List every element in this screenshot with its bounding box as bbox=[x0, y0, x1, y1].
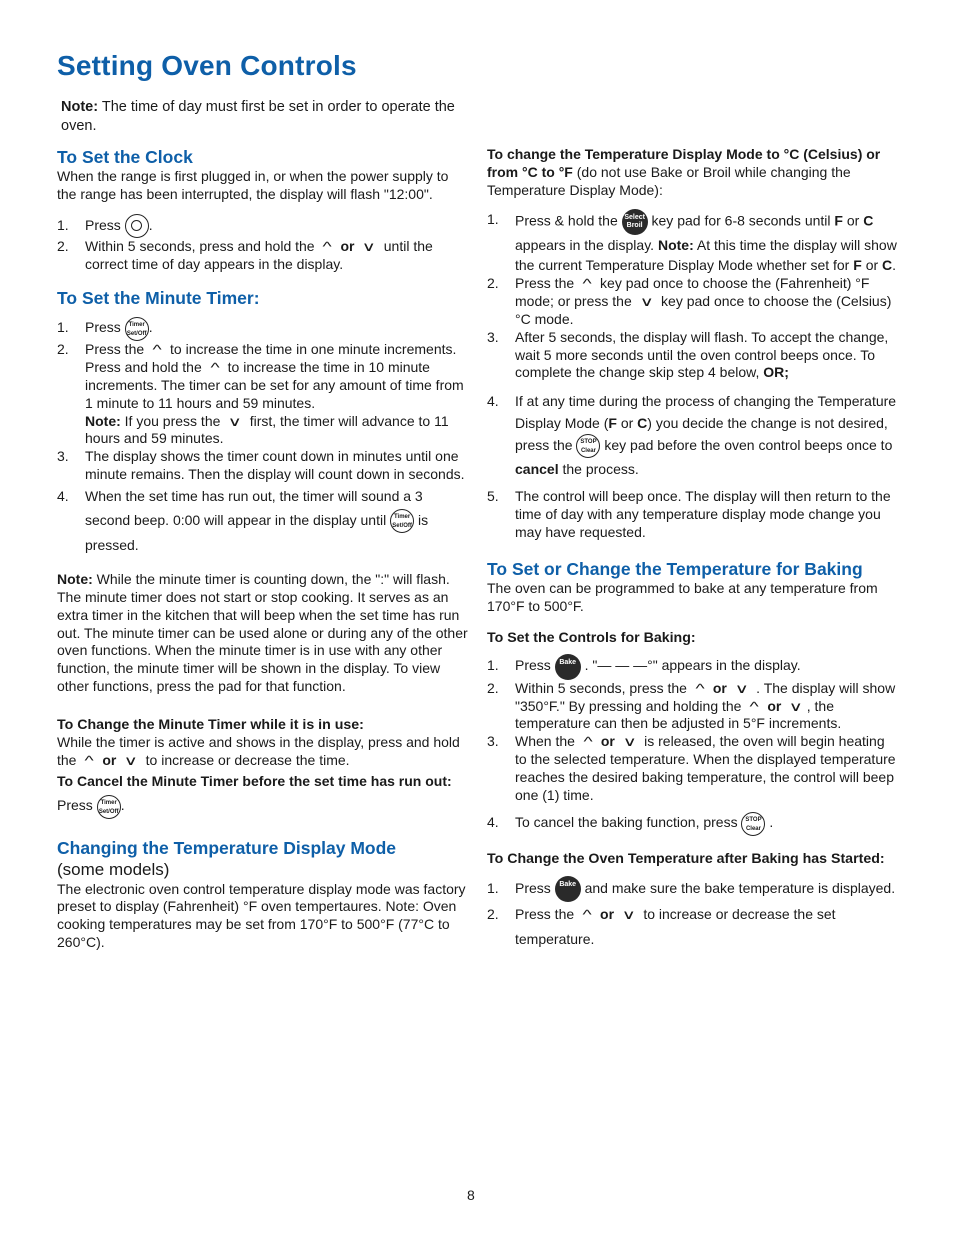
list-item: 2. Press the ^ to increase the time in one minute increments. Press and hold the ^ to increase the time in 10 minute increments. The timer can be set for any amount of time from 1 minute to 11 hours and 59 minutes. Note: If you press the ∨ first, the timer will advance to 11 hours and 59 minutes. bbox=[57, 341, 464, 447]
list-item: 1. Press Timer Set/Off . bbox=[57, 313, 469, 341]
timer-key-icon: Timer Set/Off bbox=[97, 795, 121, 819]
list-item: 4. If at any time during the process of changing the Temperature Display Mode (F or C) you decide the change is not desired, press the STOP Clear key pad before the oven control beeps once to cancel the process. bbox=[487, 393, 897, 478]
change-mode-steps bbox=[487, 209, 897, 541]
minute-timer-note: Note: While the minute timer is counting down, the ":" will flash. The minute timer does not start or stop cooking. It serves as an extra timer in the kitchen that will beep when the set time has run out. The minute timer can be used alone or during any of the other oven functions. When the minute timer is in use with any other function, the minute timer will be shown in the display. To view other functions, press the pad for that function. bbox=[57, 571, 468, 694]
page-number: 8 bbox=[467, 1187, 475, 1203]
up-arrow-icon: ^ bbox=[210, 360, 220, 376]
down-arrow-icon: ∨ bbox=[361, 238, 377, 254]
display-mode-heading: Changing the Temperature Display Mode (some models) bbox=[57, 837, 397, 879]
select-broil-key-icon: Select Broil bbox=[622, 209, 648, 235]
clock-intro: When the range is first plugged in, or when the power supply to the range has been interrupted, the display will flash "12:00". bbox=[57, 168, 449, 202]
list-item: 5. The control will beep once. The display will then return to the time of day with any temperature display mode change you may have requested. bbox=[487, 488, 891, 541]
stop-clear-key-icon: STOP Clear bbox=[576, 434, 600, 458]
minute-timer-steps bbox=[57, 313, 469, 557]
list-item: 1. Press Bake . "— — —°" appears in the display. bbox=[487, 653, 897, 679]
down-arrow-icon: ∨ bbox=[622, 734, 637, 750]
right-column bbox=[487, 146, 897, 951]
minute-timer-heading: To Set the Minute Timer: bbox=[57, 288, 260, 309]
list-item: 1. Press Bake and make sure the bake temperature is displayed. bbox=[487, 876, 897, 902]
list-item: 3. The display shows the timer count down in minutes until one minute remains. Then the display will count down in seconds. bbox=[57, 448, 465, 483]
clock-heading: To Set the Clock bbox=[57, 147, 193, 167]
up-arrow-icon: ^ bbox=[695, 680, 705, 696]
page-title: Setting Oven Controls bbox=[57, 50, 357, 81]
display-mode-text: The electronic oven control temperature display mode was factory preset to display (Fahrenheit) °F oven tempertaures. Note: Oven cooking temperatures may be set from 170°F to 500°F (77°C to 260°C). bbox=[57, 880, 466, 951]
clock-steps bbox=[57, 212, 469, 274]
up-arrow-icon: ^ bbox=[583, 734, 593, 750]
change-mode-heading: To change the Temperature Display Mode to °C (Celsius) or from °C to °F (do not use Bake or Broil while changing the Temperature Display Mode): bbox=[487, 146, 881, 198]
baking-heading: To Set or Change the Temperature for Baking bbox=[487, 558, 863, 579]
list-item: 1. Press & hold the Select Broil key pad for 6-8 seconds until F or C appears in the display. Note: At this time the display will show the current Temperature Display Mode whether set for F or C. bbox=[487, 211, 897, 274]
down-arrow-icon: ∨ bbox=[639, 294, 654, 310]
down-arrow-icon: ∨ bbox=[123, 752, 139, 768]
change-baking-steps bbox=[487, 876, 897, 951]
stop-clear-key-icon: STOP Clear bbox=[741, 812, 765, 836]
bake-key-icon: Bake bbox=[555, 654, 581, 680]
list-item: 1. Press . bbox=[57, 212, 469, 238]
list-item: 4. To cancel the baking function, press STOP Clear . bbox=[487, 810, 897, 835]
bake-key-icon: Bake bbox=[555, 876, 581, 902]
up-arrow-icon: ^ bbox=[322, 238, 333, 254]
down-arrow-icon: ∨ bbox=[621, 906, 636, 922]
baking-steps bbox=[487, 653, 897, 835]
left-column bbox=[57, 146, 469, 952]
up-arrow-icon: ^ bbox=[582, 276, 592, 292]
down-arrow-icon: ∨ bbox=[788, 698, 804, 714]
list-item: 2. Within 5 seconds, press and hold the ^ or ∨ until the correct time of day appears in the display. bbox=[57, 237, 433, 272]
list-item: 4. When the set time has run out, the timer will sound a 3 second beep. 0:00 will appear in the display until Timer Set/Off is pressed. bbox=[57, 487, 429, 554]
clock-key-icon bbox=[125, 214, 149, 238]
timer-key-icon: Timer Set/Off bbox=[390, 509, 414, 533]
list-item: 3. After 5 seconds, the display will flash. To accept the change, wait 5 more seconds until the oven control beeps once. To complete the change skip step 4 below, OR; bbox=[487, 328, 889, 381]
change-baking-heading: To Change the Oven Temperature after Baking has Started: bbox=[487, 850, 885, 867]
up-arrow-icon: ^ bbox=[582, 906, 592, 922]
baking-intro: The oven can be programmed to bake at any temperature from 170°F to 500°F. bbox=[487, 579, 878, 614]
list-item: 2. Press the ^ key pad once to choose the (Fahrenheit) °F mode; or press the ∨ key pad once to choose the (Celsius) °C mode. bbox=[487, 275, 892, 327]
timer-key-icon: Timer Set/Off bbox=[125, 317, 149, 341]
up-arrow-icon: ^ bbox=[749, 698, 759, 714]
list-item: 3. When the ^ or ∨ is released, the oven will begin heating to the selected temperature. When the displayed temperature reaches the desired baking temperature, the control will beep one (1) time. bbox=[487, 733, 896, 803]
list-item: 2. Within 5 seconds, press the ^ or ∨ . The display will show "350°F." By pressing and holding the ^ or ∨ , the temperature can then be adjusted in 5°F increments. bbox=[487, 679, 896, 732]
up-arrow-icon: ^ bbox=[152, 342, 162, 358]
set-baking-heading: To Set the Controls for Baking: bbox=[487, 630, 696, 647]
cancel-timer-text: To Cancel the Minute Timer before the set time has run out: Press Timer Set/Off . bbox=[57, 769, 469, 818]
down-arrow-icon: ∨ bbox=[227, 413, 243, 429]
up-arrow-icon: ^ bbox=[84, 752, 94, 768]
down-arrow-icon: ∨ bbox=[734, 680, 749, 696]
list-item: 2. Press the ^ or ∨ to increase or decrease the set temperature. bbox=[487, 902, 897, 951]
change-timer-text: While the timer is active and shows in the display, press and hold the ^ or ∨ to increase or decrease the time. bbox=[57, 733, 460, 768]
top-note: Note: The time of day must first be set in order to operate the oven. bbox=[61, 99, 455, 134]
change-timer-heading: To Change the Minute Timer while it is in use: bbox=[57, 716, 364, 733]
